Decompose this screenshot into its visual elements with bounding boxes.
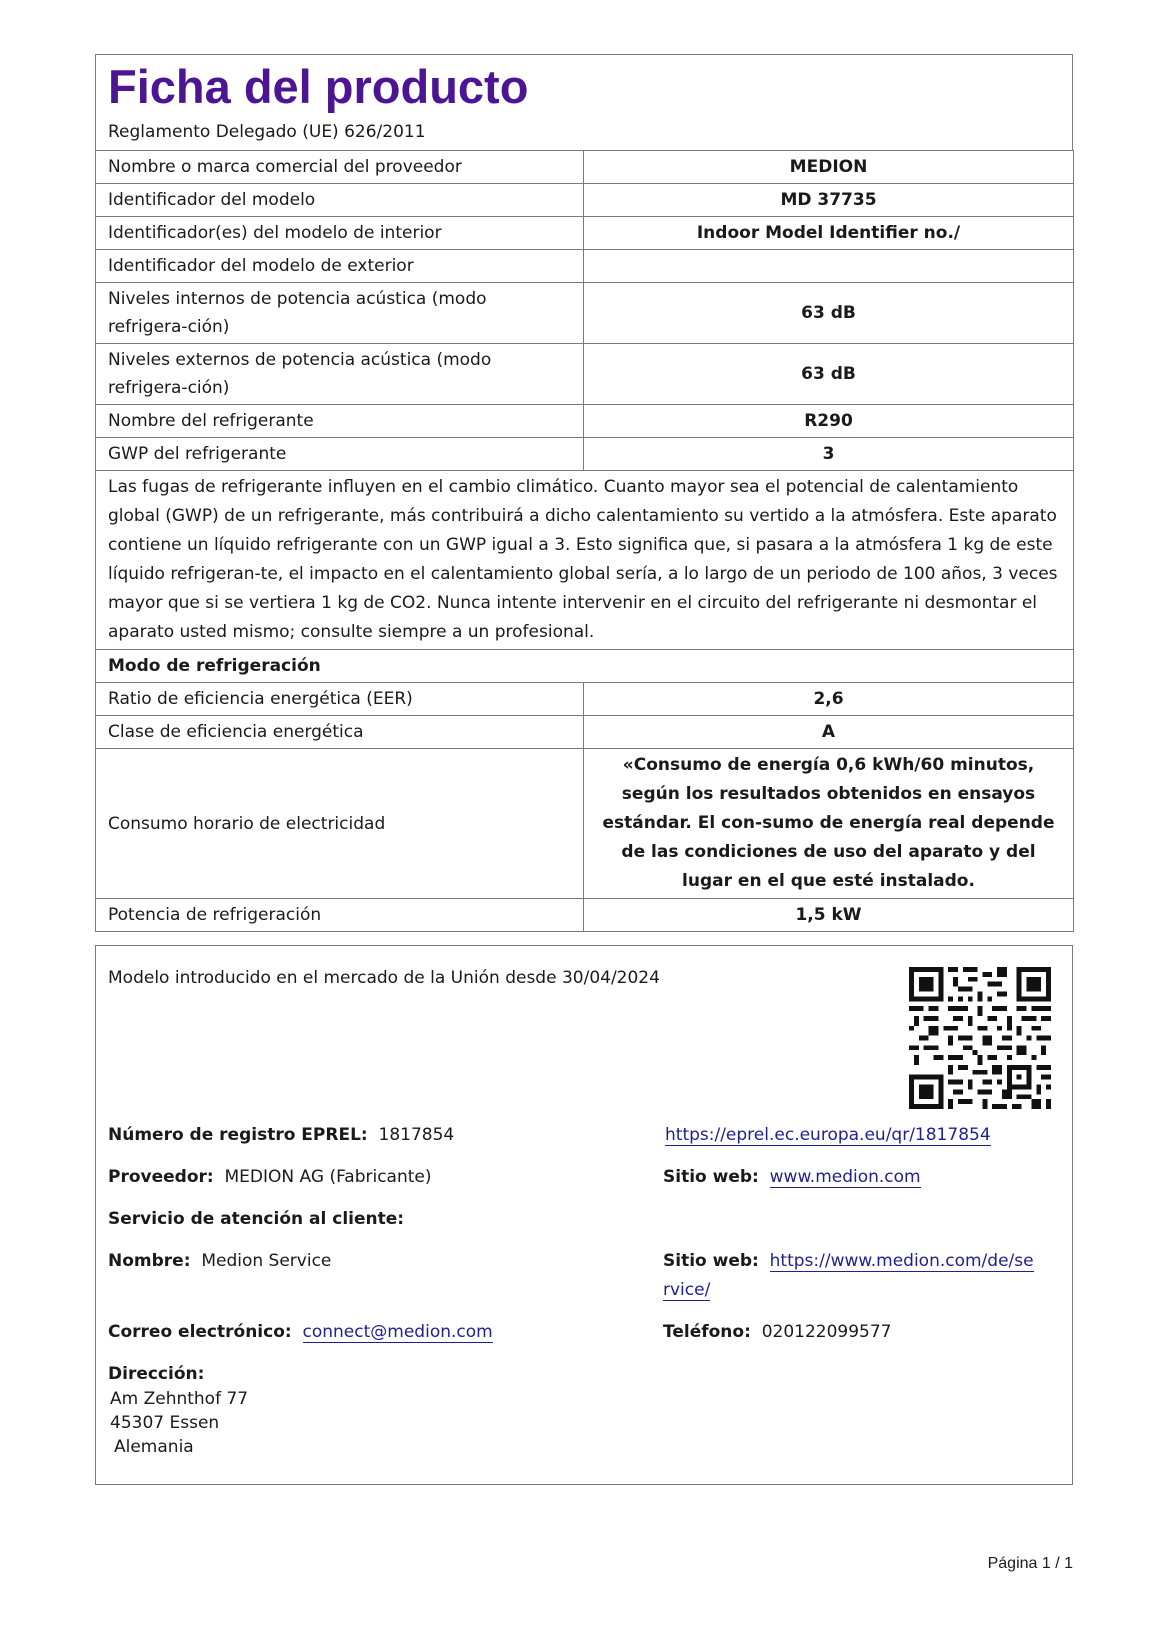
spec-row-indoor-model	[96, 217, 1074, 250]
supplier-info-box	[95, 945, 1073, 1485]
address-label: Dirección:	[108, 1364, 205, 1384]
gwp-note-row	[96, 471, 1074, 650]
supplier	[108, 1167, 432, 1187]
address-line: Alemania	[114, 1437, 194, 1457]
page-title: Ficha del producto	[108, 60, 529, 113]
service-website-label: Sitio web:	[663, 1251, 759, 1271]
phone-value: 020122099577	[761, 1322, 892, 1342]
address-line: Am Zehnthof 77	[110, 1389, 249, 1409]
spec-row-indoor-sound	[96, 283, 1074, 344]
section-heading: Modo de refrigeración	[96, 650, 1074, 683]
service-website-link[interactable]: https://www.medion.com/de/se	[769, 1251, 1034, 1271]
sheet-header	[95, 54, 1073, 150]
service-website	[663, 1251, 1034, 1271]
spec-table	[95, 150, 1074, 932]
spec-value	[584, 250, 1074, 283]
spec-label: GWP del refrigerante	[96, 438, 584, 471]
eprel-link[interactable]: https://eprel.ec.europa.eu/qr/1817854	[665, 1125, 991, 1145]
regulation-reference: Reglamento Delegado (UE) 626/2011	[108, 122, 426, 142]
spec-row-gwp	[96, 438, 1074, 471]
spec-row-consumption	[96, 749, 1074, 899]
phone	[663, 1322, 892, 1342]
market-date: Modelo introducido en el mercado de la Unión desde 30/04/2024	[108, 968, 660, 988]
spec-value: 63 dB	[584, 283, 1074, 344]
email-link[interactable]: connect@medion.com	[302, 1322, 493, 1342]
supplier-label: Proveedor:	[108, 1167, 214, 1187]
eprel-registration	[108, 1125, 454, 1145]
spec-row-model	[96, 184, 1074, 217]
spec-row-supplier	[96, 151, 1074, 184]
spec-value: MD 37735	[584, 184, 1074, 217]
eprel-number: 1817854	[378, 1125, 455, 1145]
gwp-note: Las fugas de refrigerante influyen en el cambio climático. Cuanto mayor sea el potencial de calentamiento global (GWP) de un refrigerante, más contribuirá a dicho calentamiento su vertido a la atmósfera. Este aparato contiene un líquido refrigerante con un GWP igual a 3. Esto significa que, si pasara a la atmósfera 1 kg de este líquido refrigeran-te, el impacto en el calentamiento global sería, a lo largo de un periodo de 100 años, 3 veces mayor que si se vertiera 1 kg de CO2. Nunca intente intervenir en el circuito del refrigerante ni desmontar el aparato usted mismo; consulte siempre a un profesional.	[96, 471, 1074, 650]
name-value: Medion Service	[201, 1251, 332, 1271]
email	[108, 1322, 493, 1342]
spec-label: Identificador(es) del modelo de interior	[96, 217, 584, 250]
eprel-label: Número de registro EPREL:	[108, 1125, 368, 1145]
spec-value: A	[584, 716, 1074, 749]
spec-label: Identificador del modelo de exterior	[96, 250, 584, 283]
spec-label: Nombre o marca comercial del proveedor	[96, 151, 584, 184]
spec-value: 63 dB	[584, 344, 1074, 405]
supplier-value: MEDION AG (Fabricante)	[224, 1167, 432, 1187]
spec-label: Nombre del refrigerante	[96, 405, 584, 438]
phone-label: Teléfono:	[663, 1322, 751, 1342]
spec-row-eer	[96, 683, 1074, 716]
spec-label: Identificador del modelo	[96, 184, 584, 217]
spec-value: MEDION	[584, 151, 1074, 184]
spec-row-energy-class	[96, 716, 1074, 749]
cooling-section-header	[96, 650, 1074, 683]
email-label: Correo electrónico:	[108, 1322, 292, 1342]
website-label: Sitio web:	[663, 1167, 759, 1187]
spec-row-outdoor-sound	[96, 344, 1074, 405]
spec-row-refrigerant	[96, 405, 1074, 438]
spec-value: R290	[584, 405, 1074, 438]
name-label: Nombre:	[108, 1251, 191, 1271]
spec-label: Niveles internos de potencia acústica (modo refrigera-ción)	[96, 283, 584, 344]
spec-row-outdoor-model	[96, 250, 1074, 283]
spec-value: «Consumo de energía 0,6 kWh/60 minutos, según los resultados obtenidos en ensayos estándar. El con-sumo de energía real depende de las condiciones de uso del aparato y del lugar en el que esté instalado.	[584, 749, 1074, 899]
spec-label: Consumo horario de electricidad	[96, 749, 584, 899]
website-link[interactable]: www.medion.com	[769, 1167, 921, 1187]
spec-label: Niveles externos de potencia acústica (modo refrigera-ción)	[96, 344, 584, 405]
service-name	[108, 1251, 331, 1271]
spec-label: Ratio de eficiencia energética (EER)	[96, 683, 584, 716]
spec-label: Clase de eficiencia energética	[96, 716, 584, 749]
service-website-link-cont[interactable]: rvice/	[663, 1280, 711, 1300]
spec-value: 1,5 kW	[584, 899, 1074, 932]
qr-code-icon	[909, 967, 1051, 1109]
spec-value: 3	[584, 438, 1074, 471]
product-sheet	[95, 54, 1073, 932]
supplier-website	[663, 1167, 921, 1187]
spec-value: Indoor Model Identifier no./	[584, 217, 1074, 250]
spec-row-cooling-power	[96, 899, 1074, 932]
address-line: 45307 Essen	[110, 1413, 220, 1433]
customer-service-heading: Servicio de atención al cliente:	[108, 1209, 405, 1229]
spec-value: 2,6	[584, 683, 1074, 716]
page-number: Página 1 / 1	[987, 1555, 1073, 1572]
spec-label: Potencia de refrigeración	[96, 899, 584, 932]
